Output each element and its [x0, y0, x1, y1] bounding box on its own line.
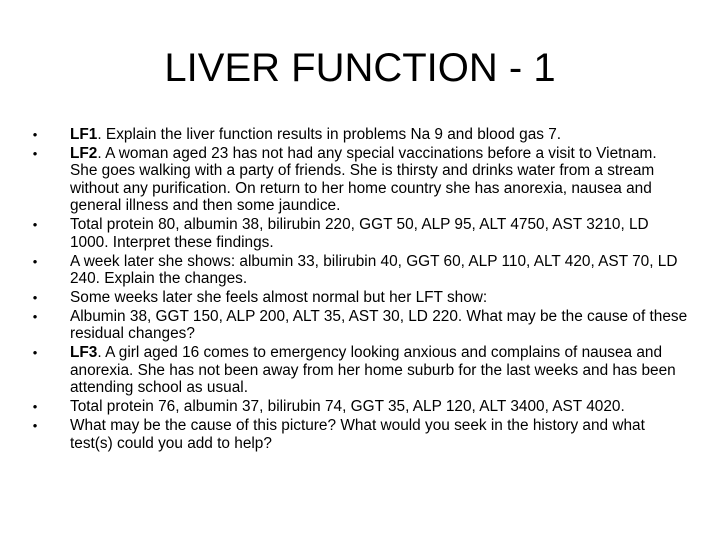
bullet-item [28, 145, 688, 215]
bullet-text: Total protein 80, albumin 38, bilirubin 220, GGT 50, ALP 95, ALT 4750, AST 3210, LD 1000. Interpret these findings. [70, 216, 649, 251]
bullet-item [28, 417, 688, 452]
bullet-item [28, 398, 688, 415]
problem-label: LF1 [70, 126, 98, 143]
bullet-icon: • [32, 290, 38, 306]
bullet-text: . A woman aged 23 has not had any special vaccinations before a visit to Vietnam. She goes walking with a party of friends. She is thirsty and drinks water from a stream without any purification. On return to her home country she has anorexia, nausea and general illness and then some jaundice. [70, 145, 657, 215]
bullet-item [28, 216, 688, 251]
bullet-text: Albumin 38, GGT 150, ALP 200, ALT 35, AST 30, LD 220. What may be the cause of these residual changes? [70, 308, 688, 343]
bullet-icon: • [32, 253, 38, 269]
bullet-text: A week later she shows: albumin 33, bilirubin 40, GGT 60, ALP 110, ALT 420, AST 70, LD 240. Explain the changes. [70, 252, 678, 288]
bullet-item [28, 289, 688, 306]
bullet-item [28, 344, 688, 396]
bullet-icon: • [32, 418, 38, 434]
bullet-icon: • [32, 345, 38, 361]
bullet-icon: • [32, 399, 38, 415]
bullet-item [28, 253, 688, 288]
bullet-icon: • [32, 146, 38, 161]
bullet-text: Total protein 76, albumin 37, bilirubin 74, GGT 35, ALP 120, ALT 3400, AST 4020. [70, 398, 625, 416]
bullet-text: What may be the cause of this picture? What would you seek in the history and what test(s) could you add to help? [70, 417, 645, 452]
bullet-item [28, 126, 688, 143]
problem-label: LF2 [70, 145, 98, 162]
bullet-list [28, 126, 688, 454]
bullet-item [28, 308, 688, 343]
bullet-text: . Explain the liver function results in problems Na 9 and blood gas 7. [97, 126, 562, 143]
bullet-icon: • [32, 309, 38, 325]
slide-title: LIVER FUNCTION - 1 [164, 46, 556, 90]
bullet-icon: • [32, 127, 38, 142]
bullet-text: Some weeks later she feels almost normal but her LFT show: [70, 289, 488, 307]
bullet-text: . A girl aged 16 comes to emergency looking anxious and complains of nausea and anorexia. She has not been away from her home suburb for the last weeks and has been attending school as usual. [70, 344, 676, 397]
problem-label: LF3 [70, 344, 98, 362]
bullet-icon: • [32, 217, 38, 233]
